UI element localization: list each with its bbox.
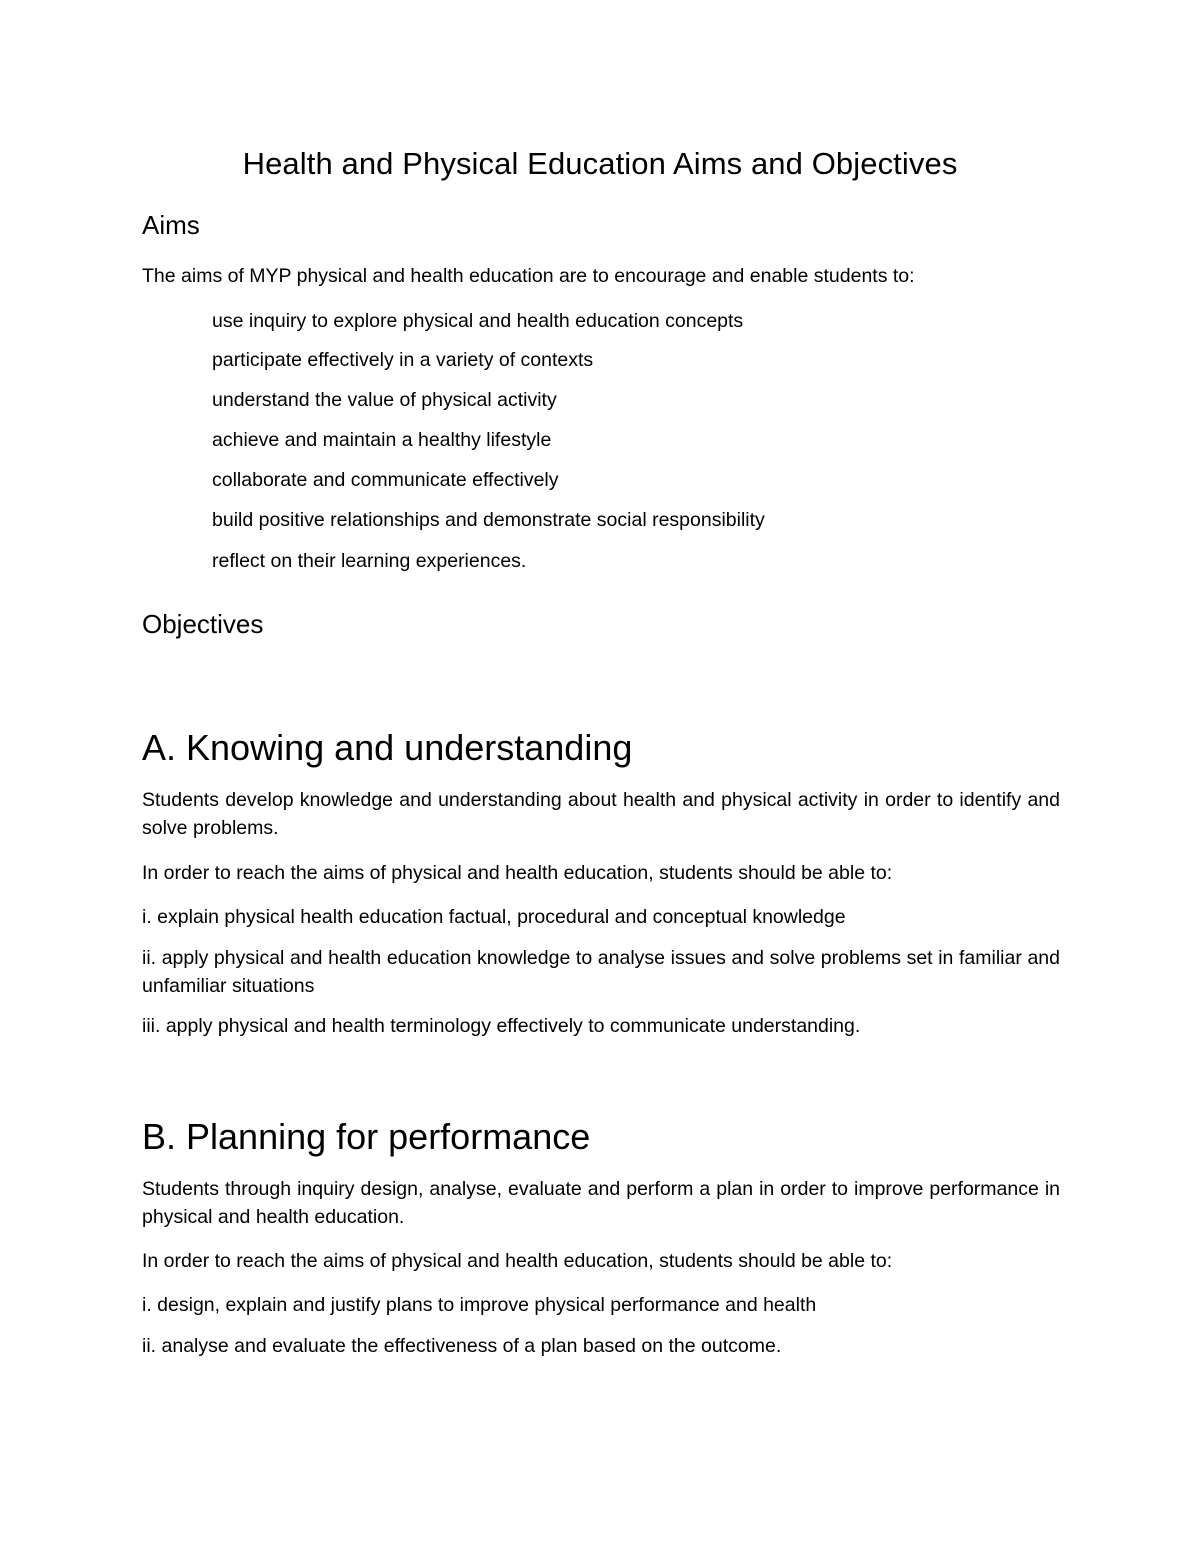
aims-item: understand the value of physical activity [212, 389, 557, 411]
section-b-item: ii. analyse and evaluate the effectiveness of a plan based on the outcome. [142, 1335, 782, 1357]
aims-item: participate effectively in a variety of contexts [212, 349, 594, 371]
section-a-item: ii. apply physical and health education knowledge to analyse issues and solve problems set in familiar and unfamiliar situations [142, 947, 1060, 997]
aims-item: collaborate and communicate effectively [212, 469, 559, 491]
section-b-description: Students through inquiry design, analyse, evaluate and perform a plan in order to improve performance in physical and health education. [142, 1178, 1060, 1228]
aims-intro: The aims of MYP physical and health education are to encourage and enable students to: [142, 265, 915, 287]
section-a-intro: In order to reach the aims of physical and health education, students should be able to: [142, 862, 893, 884]
section-b-intro: In order to reach the aims of physical and health education, students should be able to: [142, 1250, 893, 1272]
section-a-item: i. explain physical health education factual, procedural and conceptual knowledge [142, 906, 846, 928]
section-a-item: iii. apply physical and health terminology effectively to communicate understanding. [142, 1015, 861, 1037]
aims-item: reflect on their learning experiences. [212, 550, 527, 572]
aims-heading: Aims [142, 210, 200, 240]
aims-item: achieve and maintain a healthy lifestyle [212, 429, 552, 451]
section-a-heading: A. Knowing and understanding [142, 727, 633, 768]
section-a-description: Students develop knowledge and understanding about health and physical activity in order to identify and solve problems. [142, 789, 1060, 839]
aims-item: build positive relationships and demonstrate social responsibility [212, 509, 765, 531]
aims-item: use inquiry to explore physical and health education concepts [212, 310, 744, 332]
document-title: Health and Physical Education Aims and Objectives [242, 146, 958, 181]
section-b-item: i. design, explain and justify plans to improve physical performance and health [142, 1294, 817, 1316]
objectives-heading: Objectives [142, 609, 264, 639]
section-b-heading: B. Planning for performance [142, 1116, 591, 1157]
